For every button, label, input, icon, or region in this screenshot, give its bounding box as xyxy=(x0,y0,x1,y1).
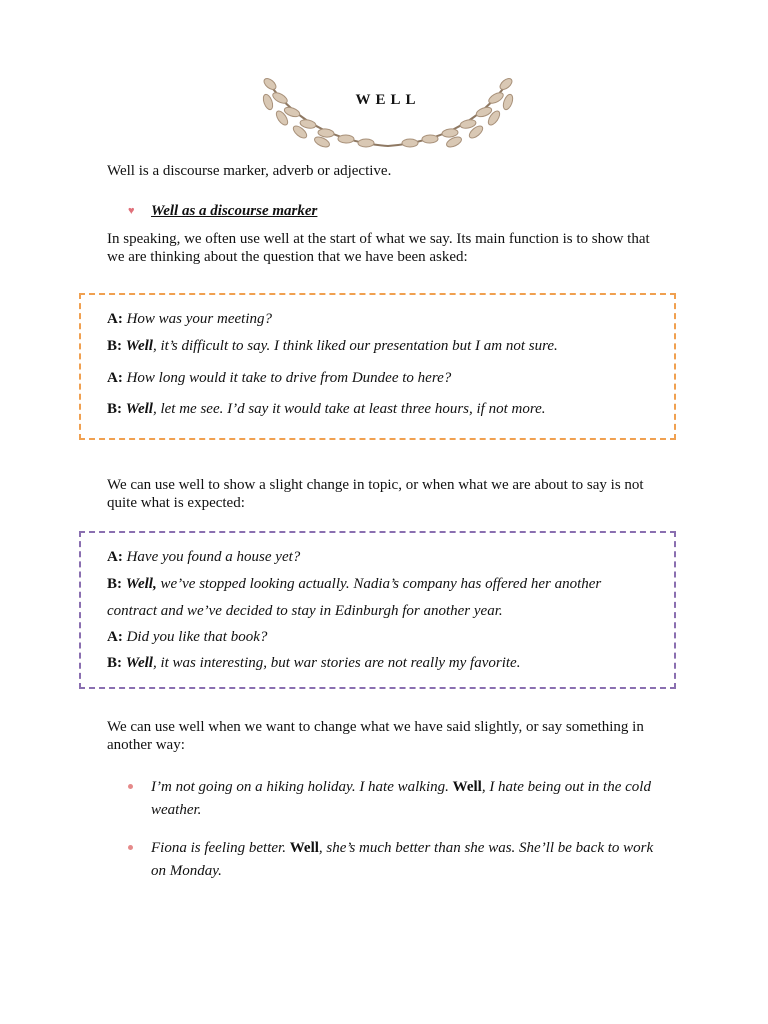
example-item: Fiona is feeling better. Well, she’s much better than she was. She’ll be back to work on Monday. xyxy=(151,840,654,879)
dialog-line: B: Well, it was interesting, but war stories are not really my favorite. xyxy=(107,655,521,671)
dialog-line: A: Have you found a house yet? xyxy=(107,549,301,565)
example-item: I’m not going on a hiking holiday. I hate walking. Well, I hate being out in the cold weather. xyxy=(151,779,651,818)
dialog-line: A: How was your meeting? xyxy=(107,311,272,327)
paragraph-line: quite what is expected: xyxy=(107,495,245,511)
intro-text: Well is a discourse marker, adverb or adjective. xyxy=(107,163,392,179)
dialog-line: B: Well, it’s difficult to say. I think liked our presentation but I am not sure. xyxy=(107,338,558,354)
page-title: WELL xyxy=(355,92,421,108)
section-heading: Well as a discourse marker xyxy=(151,203,318,219)
heart-bullet-icon: ♥ xyxy=(128,205,135,217)
paragraph-line: In speaking, we often use well at the start of what we say. Its main function is to show that xyxy=(107,231,650,247)
dialog-line: B: Well, we’ve stopped looking actually. Nadia’s company has offered her another xyxy=(107,576,602,592)
paragraph-line: we are thinking about the question that we have been asked: xyxy=(107,249,468,265)
dot-bullet-icon xyxy=(128,839,136,847)
paragraph-line: We can use well when we want to change what we have said slightly, or say something in xyxy=(107,719,644,735)
dialog-line: contract and we’ve decided to stay in Edinburgh for another year. xyxy=(107,603,503,619)
dot-bullet-icon xyxy=(128,778,136,786)
dialog-line: A: How long would it take to drive from Dundee to here? xyxy=(107,370,452,386)
dialog-line: B: Well, let me see. I’d say it would take at least three hours, if not more. xyxy=(107,401,546,417)
paragraph-line: another way: xyxy=(107,737,185,753)
paragraph-line: We can use well to show a slight change in topic, or when what we are about to say is not xyxy=(107,477,644,493)
dialog-line: A: Did you like that book? xyxy=(107,629,268,645)
